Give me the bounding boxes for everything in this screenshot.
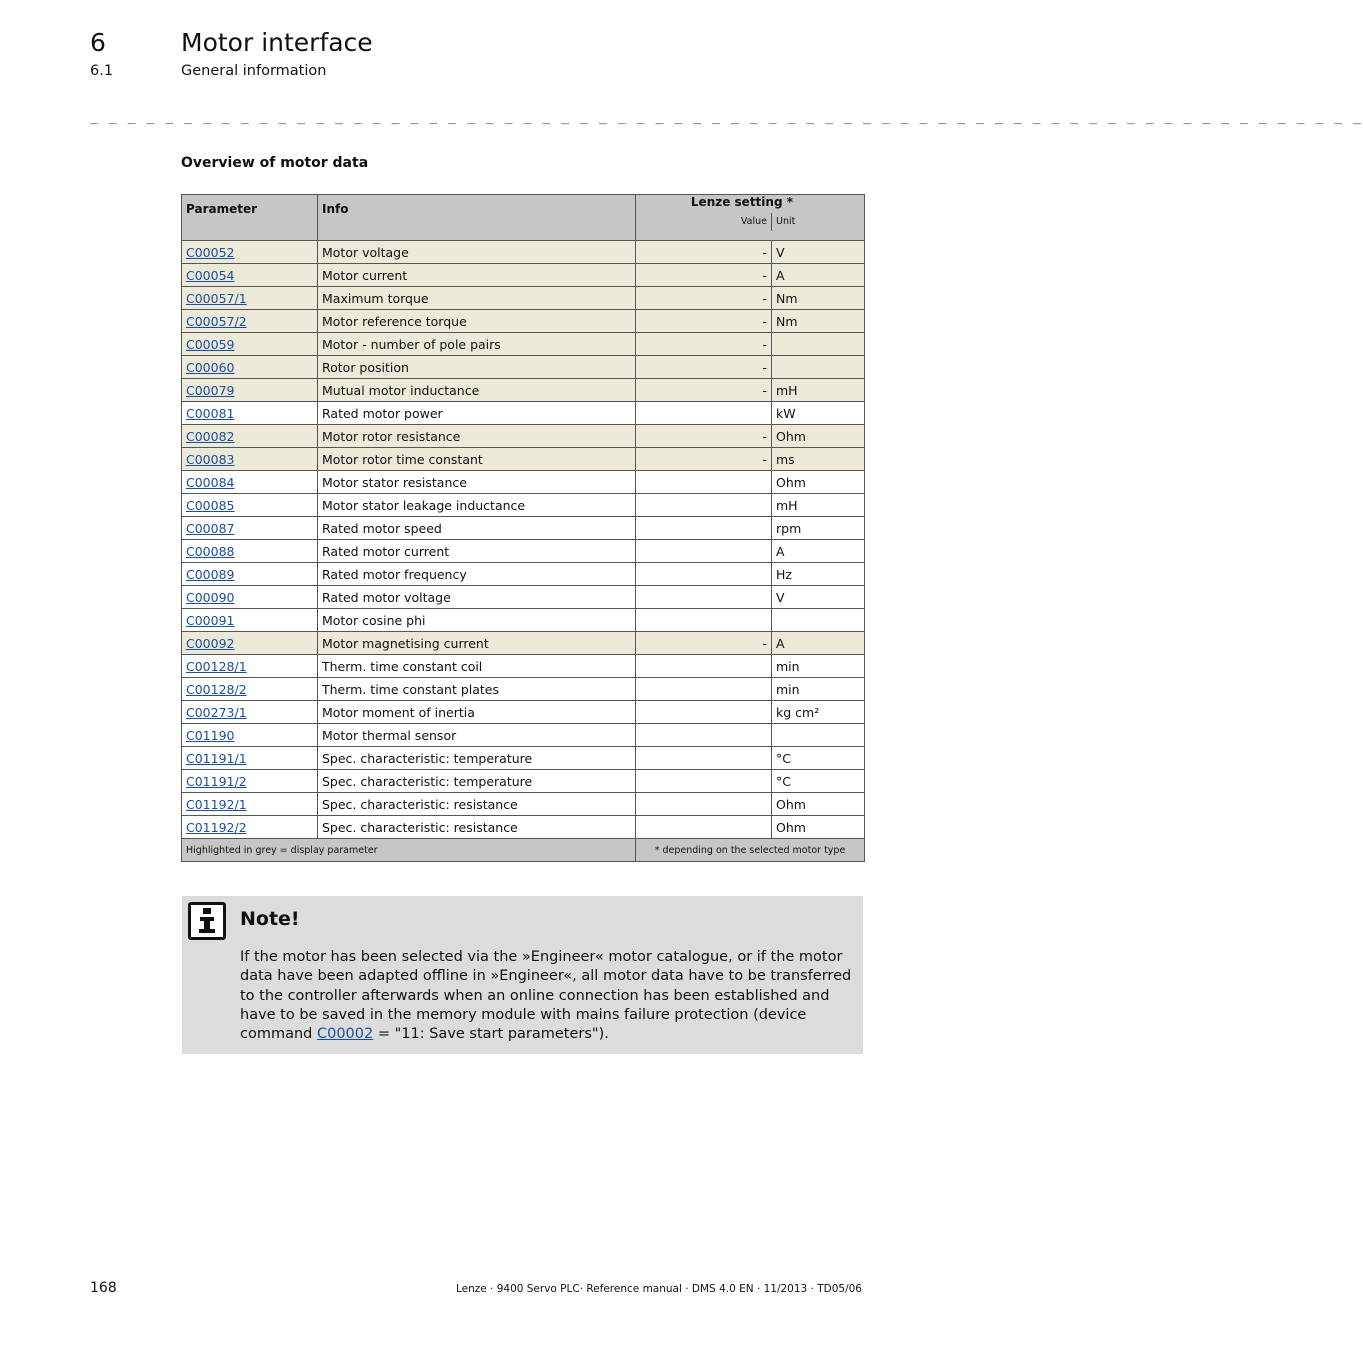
info-cell: Spec. characteristic: temperature	[318, 770, 636, 793]
param-cell	[182, 586, 318, 609]
param-link[interactable]: C00057/1	[186, 290, 247, 306]
table-row	[182, 425, 865, 448]
value-cell: -	[636, 425, 772, 448]
table-row	[182, 655, 865, 678]
note-title: Note!	[240, 908, 300, 930]
value-cell	[636, 793, 772, 816]
info-cell: Maximum torque	[318, 287, 636, 310]
table-footnote-right: * depending on the selected motor type	[636, 839, 865, 862]
unit-cell: Hz	[772, 563, 865, 586]
param-link[interactable]: C00054	[186, 267, 235, 283]
param-link[interactable]: C00128/2	[186, 681, 247, 697]
param-link[interactable]: C00089	[186, 566, 235, 582]
col-parameter-header: Parameter	[182, 195, 318, 241]
unit-cell: A	[772, 632, 865, 655]
value-cell: -	[636, 356, 772, 379]
value-cell: -	[636, 241, 772, 264]
info-cell: Spec. characteristic: resistance	[318, 816, 636, 839]
param-link[interactable]: C00060	[186, 359, 235, 375]
param-cell	[182, 770, 318, 793]
value-cell	[636, 586, 772, 609]
param-cell	[182, 356, 318, 379]
param-link[interactable]: C00273/1	[186, 704, 247, 720]
table-row	[182, 517, 865, 540]
value-cell	[636, 471, 772, 494]
table-row	[182, 333, 865, 356]
unit-cell: V	[772, 241, 865, 264]
param-link[interactable]: C00059	[186, 336, 235, 352]
param-link[interactable]: C00091	[186, 612, 235, 628]
section-title: General information	[181, 63, 327, 79]
table-row	[182, 793, 865, 816]
param-cell	[182, 264, 318, 287]
value-cell: -	[636, 632, 772, 655]
param-cell	[182, 701, 318, 724]
param-link[interactable]: C01190	[186, 727, 235, 743]
unit-cell: Ohm	[772, 471, 865, 494]
table-row	[182, 402, 865, 425]
lenze-setting-label: Lenze setting *	[690, 195, 793, 209]
unit-cell: °C	[772, 747, 865, 770]
table-row	[182, 609, 865, 632]
param-cell	[182, 724, 318, 747]
unit-cell: A	[772, 264, 865, 287]
param-link[interactable]: C00052	[186, 244, 235, 260]
table-row	[182, 356, 865, 379]
note-box	[182, 896, 863, 1054]
param-link[interactable]: C00087	[186, 520, 235, 536]
param-cell	[182, 540, 318, 563]
info-cell: Motor magnetising current	[318, 632, 636, 655]
info-cell: Motor cosine phi	[318, 609, 636, 632]
table-row	[182, 264, 865, 287]
unit-cell: min	[772, 678, 865, 701]
section-number: 6.1	[90, 63, 114, 79]
value-cell	[636, 402, 772, 425]
param-cell	[182, 747, 318, 770]
value-subheader: Value	[636, 213, 772, 231]
value-cell: -	[636, 287, 772, 310]
note-text-before: If the motor has been selected via the »Engineer« motor catalogue, or if the motor data have been adapted offline in »Engineer«, all motor data have to be transferred to the controller afterwards when an online connection has been established and have to be saved in the memory module with mains failure protection (device command	[240, 949, 852, 1043]
param-cell	[182, 402, 318, 425]
table-row	[182, 816, 865, 839]
param-link[interactable]: C00128/1	[186, 658, 247, 674]
info-cell: Rotor position	[318, 356, 636, 379]
unit-cell	[772, 724, 865, 747]
note-text-after: = "11: Save start parameters").	[373, 1026, 609, 1043]
value-cell: -	[636, 333, 772, 356]
info-cell: Motor rotor resistance	[318, 425, 636, 448]
value-cell	[636, 701, 772, 724]
unit-cell: A	[772, 540, 865, 563]
page-number: 168	[90, 1280, 117, 1296]
value-cell	[636, 816, 772, 839]
value-cell	[636, 655, 772, 678]
document-info: Lenze · 9400 Servo PLC· Reference manual · DMS 4.0 EN · 11/2013 · TD05/06	[455, 1283, 862, 1295]
info-cell: Motor reference torque	[318, 310, 636, 333]
value-cell: -	[636, 264, 772, 287]
table-row	[182, 241, 865, 264]
param-link[interactable]: C01192/2	[186, 819, 247, 835]
param-link[interactable]: C01192/1	[186, 796, 247, 812]
table-row	[182, 632, 865, 655]
unit-cell: mH	[772, 494, 865, 517]
info-cell: Therm. time constant coil	[318, 655, 636, 678]
info-cell: Motor stator leakage inductance	[318, 494, 636, 517]
param-cell	[182, 563, 318, 586]
param-cell	[182, 379, 318, 402]
table-row	[182, 586, 865, 609]
info-cell: Rated motor current	[318, 540, 636, 563]
param-link[interactable]: C00083	[186, 451, 235, 467]
header-separator: _ _ _ _ _ _ _ _ _ _ _ _ _ _ _ _ _ _ _ _ _ _ _ _ _ _ _ _ _ _ _ _ _ _ _ _ _ _ _ _ _ _ _ _ _ _ _ _ _ _ _ _ _ _ _ _ _ _ _ _ _ _ _ _ _ _ _ _	[90, 110, 1363, 125]
info-cell: Spec. characteristic: resistance	[318, 793, 636, 816]
table-row	[182, 379, 865, 402]
info-cell: Motor - number of pole pairs	[318, 333, 636, 356]
info-cell: Mutual motor inductance	[318, 379, 636, 402]
info-cell: Motor rotor time constant	[318, 448, 636, 471]
param-cell	[182, 517, 318, 540]
table-row	[182, 540, 865, 563]
param-link[interactable]: C00088	[186, 543, 235, 559]
table-row	[182, 494, 865, 517]
info-cell: Rated motor frequency	[318, 563, 636, 586]
value-cell	[636, 563, 772, 586]
table-row	[182, 471, 865, 494]
table-row	[182, 770, 865, 793]
unit-cell: Ohm	[772, 793, 865, 816]
param-link[interactable]: C00085	[186, 497, 235, 513]
unit-cell: Nm	[772, 310, 865, 333]
unit-cell: kW	[772, 402, 865, 425]
table-footnote-left: Highlighted in grey = display parameter	[182, 839, 636, 862]
unit-subheader: Unit	[776, 216, 796, 227]
value-cell	[636, 747, 772, 770]
info-cell: Motor voltage	[318, 241, 636, 264]
note-link-c00002[interactable]: C00002	[316, 1026, 374, 1043]
value-cell	[636, 517, 772, 540]
param-cell	[182, 609, 318, 632]
param-link[interactable]: C00084	[186, 474, 235, 490]
unit-cell: V	[772, 586, 865, 609]
chapter-title: Motor interface	[181, 28, 373, 57]
unit-cell: min	[772, 655, 865, 678]
value-cell: -	[636, 310, 772, 333]
info-cell: Rated motor power	[318, 402, 636, 425]
info-cell: Motor stator resistance	[318, 471, 636, 494]
unit-cell	[772, 609, 865, 632]
info-icon	[188, 902, 226, 940]
note-text	[240, 948, 852, 1044]
value-cell	[636, 609, 772, 632]
value-cell	[636, 494, 772, 517]
param-cell	[182, 494, 318, 517]
param-link[interactable]: C00090	[186, 589, 235, 605]
info-cell: Motor moment of inertia	[318, 701, 636, 724]
param-link[interactable]: C00081	[186, 405, 235, 421]
info-cell: Rated motor speed	[318, 517, 636, 540]
param-cell	[182, 655, 318, 678]
info-cell: Rated motor voltage	[318, 586, 636, 609]
table-row	[182, 310, 865, 333]
value-cell: -	[636, 448, 772, 471]
param-link[interactable]: C00092	[186, 635, 235, 651]
value-cell	[636, 770, 772, 793]
motor-data-table	[181, 194, 865, 862]
unit-cell: Nm	[772, 287, 865, 310]
param-link[interactable]: C00082	[186, 428, 235, 444]
chapter-number: 6	[90, 28, 106, 57]
unit-cell	[772, 333, 865, 356]
value-cell	[636, 724, 772, 747]
subheading: Overview of motor data	[181, 155, 369, 171]
table-row	[182, 448, 865, 471]
param-cell	[182, 241, 318, 264]
unit-cell: ms	[772, 448, 865, 471]
unit-cell: kg cm²	[772, 701, 865, 724]
info-cell: Therm. time constant plates	[318, 678, 636, 701]
value-cell	[636, 540, 772, 563]
value-cell	[636, 678, 772, 701]
unit-cell: mH	[772, 379, 865, 402]
table-row	[182, 701, 865, 724]
table-row	[182, 563, 865, 586]
unit-cell: °C	[772, 770, 865, 793]
param-link[interactable]: C01191/1	[186, 750, 247, 766]
unit-cell: rpm	[772, 517, 865, 540]
table-row	[182, 287, 865, 310]
param-cell	[182, 793, 318, 816]
table-row	[182, 724, 865, 747]
param-cell	[182, 425, 318, 448]
param-cell	[182, 287, 318, 310]
info-cell: Motor current	[318, 264, 636, 287]
param-cell	[182, 816, 318, 839]
table-row	[182, 678, 865, 701]
value-cell: -	[636, 379, 772, 402]
table-row	[182, 747, 865, 770]
info-cell: Motor thermal sensor	[318, 724, 636, 747]
param-link[interactable]: C01191/2	[186, 773, 247, 789]
unit-cell: Ohm	[772, 816, 865, 839]
col-info-header: Info	[318, 195, 636, 241]
info-cell: Spec. characteristic: temperature	[318, 747, 636, 770]
param-cell	[182, 448, 318, 471]
param-cell	[182, 333, 318, 356]
param-cell	[182, 678, 318, 701]
param-link[interactable]: C00057/2	[186, 313, 247, 329]
param-cell	[182, 471, 318, 494]
col-lenze-header	[636, 195, 865, 241]
unit-cell: Ohm	[772, 425, 865, 448]
param-link[interactable]: C00079	[186, 382, 235, 398]
unit-cell	[772, 356, 865, 379]
param-cell	[182, 310, 318, 333]
param-cell	[182, 632, 318, 655]
